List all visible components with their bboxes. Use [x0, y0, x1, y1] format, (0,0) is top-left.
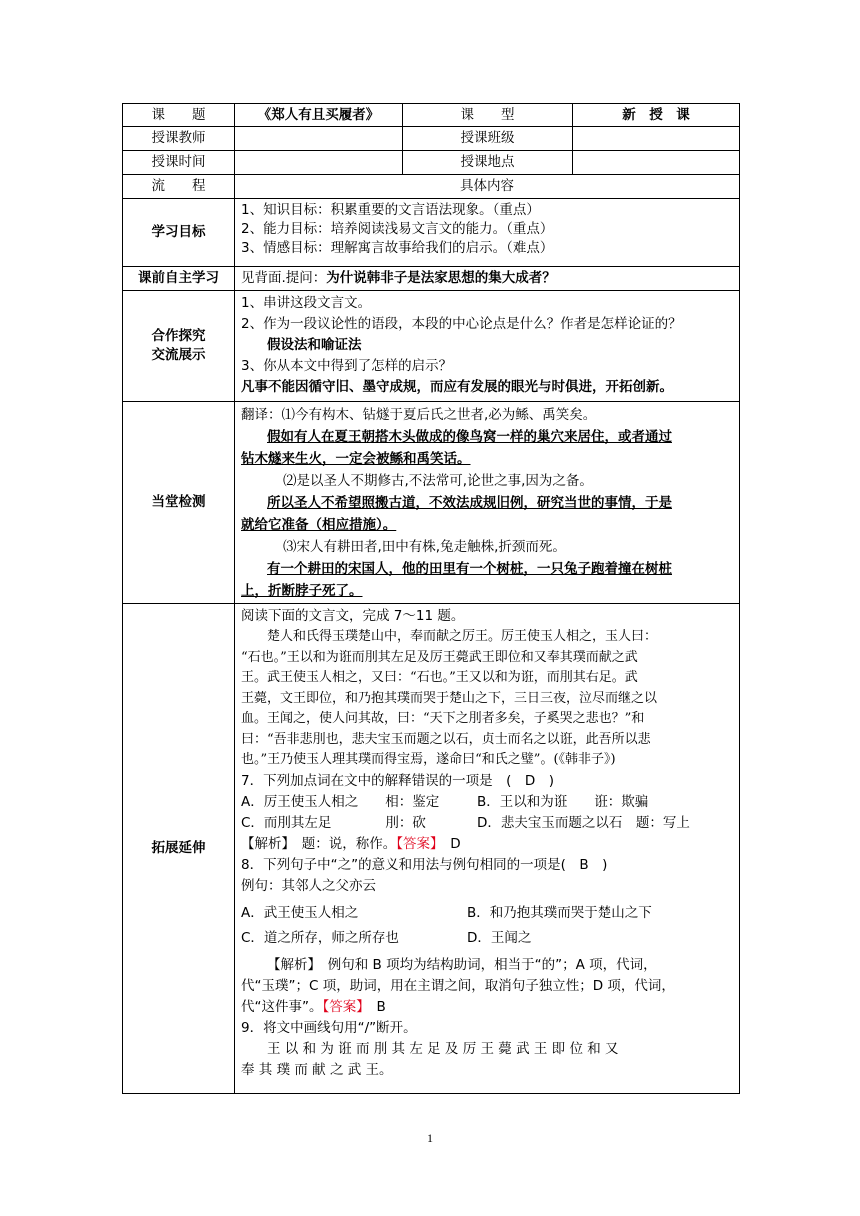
question-7: 7．下列加点词在文中的解释错误的一项是 ( D ): [241, 772, 555, 789]
q8-analysis: 代“这件事”。【答案】 B: [241, 998, 386, 1015]
q7-options-row1: A．厉王使玉人相之 相：鉴定 B．王以和为诳 诳：欺骗: [241, 793, 649, 810]
q8-example: 例句：其邻人之父亦云: [241, 877, 376, 894]
passage-line: 血。王闻之，使人问其故，曰：“天下之刖者多矣，子奚哭之悲也？”和: [241, 711, 645, 726]
preview-prefix: 见背面.提问：: [241, 270, 327, 286]
time-label: 授课时间: [123, 151, 235, 175]
check-question: 翻译：⑴今有构木、钻燧于夏后氏之世者,必为鲧、禹笑矣。: [241, 407, 597, 423]
check-answer: 假如有人在夏王朝搭木头做成的像鸟窝一样的巢穴来居住，或者通过: [267, 429, 672, 445]
goal-item: 3、情感目标：理解寓言故事给我们的启示。（难点）: [241, 240, 554, 256]
check-question: ⑵是以圣人不期修古,不法常可,论世之事,因为之备。: [283, 473, 593, 489]
teacher-value: [235, 127, 403, 151]
teacher-label: 授课教师: [123, 127, 235, 151]
answer-tag: 【答案】: [322, 998, 363, 1015]
q7-analysis: 【解析】 题：说，称作。【答案】 D: [241, 835, 461, 852]
content-label: 具体内容: [235, 175, 740, 199]
check-label: 当堂检测: [123, 402, 235, 604]
goal-item: 1、知识目标：积累重要的文言语法现象。（重点）: [241, 202, 540, 218]
question-8: 8．下列句子中“之”的意义和用法与例句相同的一项是( B ): [241, 856, 608, 873]
passage-line: 曰：“吾非悲刖也，悲夫宝玉而题之以石，贞士而名之以诳，此吾所以悲: [241, 731, 651, 747]
question-9: 9．将文中画线句用“/”断开。: [241, 1019, 417, 1036]
q8-options-row1: A．武王使玉人相之 B．和乃抱其璞而哭于楚山之下: [241, 904, 652, 921]
page-number: 1: [427, 1131, 433, 1145]
course-title: 《郑人有且买履者》: [235, 104, 403, 127]
cooperate-line: 2、作为一段议论性的语段，本段的中心论点是什么？作者是怎样论证的？: [241, 316, 682, 332]
cooperate-content: [235, 291, 740, 402]
q7-options-row2: C．而刖其左足 刖：砍 D．悲夫宝玉而题之以石 题：写上: [241, 814, 690, 831]
extend-label: 拓展延伸: [123, 604, 235, 1094]
answer-tag: 【答案】: [396, 835, 437, 852]
preview-question: 为什说韩非子是法家思想的集大成者？: [326, 270, 556, 286]
q9-text: 王 以 和 为 诳 而 刖 其 左 足 及 厉 王 薨 武 王 即 位 和 又: [267, 1040, 619, 1057]
passage-line: “石也。”王以和为诳而刖其左足及厉王薨武王即位和又奉其璞而献之武: [241, 649, 638, 665]
cooperate-label: 合作探究 交流展示: [123, 291, 235, 402]
check-question: ⑶宋人有耕田者,田中有株,兔走触株,折颈而死。: [283, 539, 566, 555]
lesson-plan-table: [122, 103, 740, 1094]
goals-label: 学习目标: [123, 199, 235, 267]
check-answer: 所以圣人不希望照搬古道，不效法成规旧例，研究当世的事情，于是: [267, 495, 672, 511]
cooperate-line: 1、串讲这段文言文。: [241, 295, 372, 311]
course-label: 课 题: [123, 104, 235, 127]
q8-options-row2: C．道之所存，师之所存也 D．王闻之: [241, 929, 532, 946]
cooperate-answer: 假设法和喻证法: [267, 337, 362, 353]
check-answer: 上，折断脖子死了。: [241, 583, 363, 599]
check-answer: 就给它准备（相应措施）。: [241, 517, 397, 533]
extend-intro: 阅读下面的文言文，完成 7～11 题。: [241, 608, 465, 624]
goals-content: [235, 199, 740, 267]
q8-analysis: 【解析】 例句和 B 项均为结构助词，相当于“的”；A 项，代词，: [267, 956, 657, 973]
extend-content: [235, 604, 740, 1094]
class-value: [573, 127, 740, 151]
passage-line: 也。”王乃使玉人理其璞而得宝焉，遂命曰“和氏之璧”。(《韩非子》): [241, 752, 616, 767]
q8-analysis: 代“玉璞”；C 项，助词，用在主谓之间，取消句子独立性；D 项，代词，: [241, 977, 675, 994]
place-label: 授课地点: [403, 151, 573, 175]
type-value: 新 授 课: [573, 104, 740, 127]
passage-line: 王。武王使玉人相之，又曰：“石也。”王又以和为诳，而刖其右足。武: [241, 670, 638, 685]
flow-label: 流 程: [123, 175, 235, 199]
check-answer: 钻木燧来生火，一定会被鲧和禹笑话。: [241, 451, 471, 467]
passage-line: 楚人和氏得玉璞楚山中，奉而献之厉王。厉王使玉人相之，玉人曰：: [267, 629, 658, 644]
passage-line: 王薨，文王即位，和乃抱其璞而哭于楚山之下，三日三夜，泣尽而继之以: [241, 690, 658, 706]
cooperate-line: 3、你从本文中得到了怎样的启示？: [241, 358, 453, 374]
class-label: 授课班级: [403, 127, 573, 151]
classical-passage: [241, 627, 733, 771]
type-label: 课 型: [403, 104, 573, 127]
cooperate-answer: 凡事不能因循守旧、墨守成规，而应有发展的眼光与时俱进，开拓创新。: [241, 379, 673, 395]
q9-text: 奉 其 璞 而 献 之 武 王。: [241, 1061, 393, 1078]
goal-item: 2、能力目标：培养阅读浅易文言文的能力。（重点）: [241, 221, 554, 237]
preview-label: 课前自主学习: [123, 267, 235, 291]
preview-content: [235, 267, 740, 291]
check-content: [235, 402, 740, 604]
time-value: [235, 151, 403, 175]
place-value: [573, 151, 740, 175]
check-answer: 有一个耕田的宋国人，他的田里有一个树桩，一只兔子跑着撞在树桩: [267, 561, 672, 577]
